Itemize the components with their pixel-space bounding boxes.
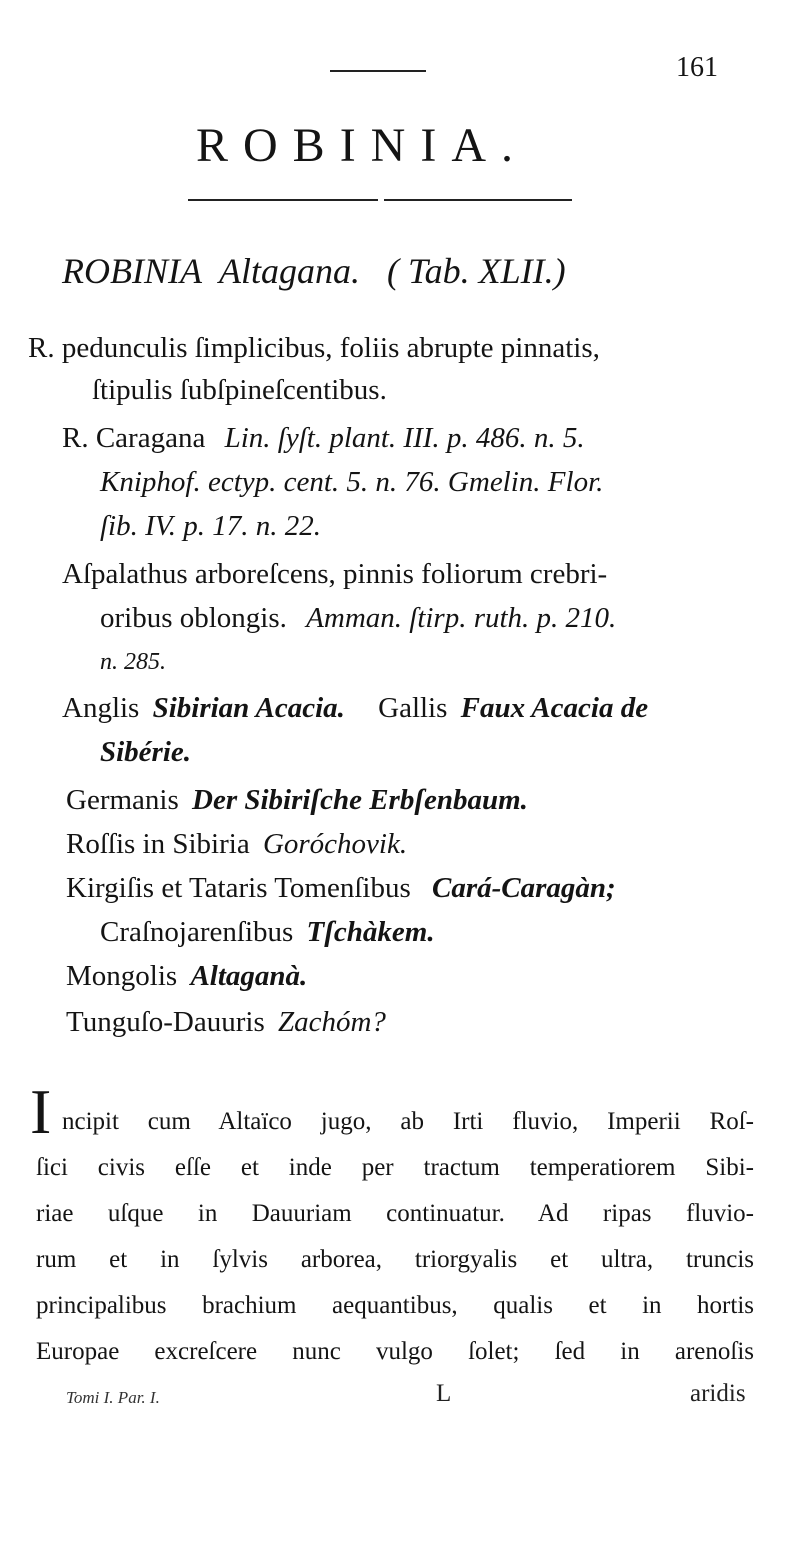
vernacular-tunguso [66, 1004, 386, 1040]
rossis-label: Roſſis in Sibiria [66, 828, 250, 860]
species-heading [62, 250, 566, 292]
anglis-name: Sibirian Acacia. [152, 692, 345, 724]
signature-mark: L [436, 1380, 452, 1407]
mongolis-label: Mongolis [66, 960, 178, 992]
kirgisis-name: Cará-Caragàn; [431, 872, 616, 904]
title-rule-left [188, 199, 378, 201]
vernacular-crasnojarensibus [100, 914, 435, 950]
tunguso-name: Zachóm? [277, 1006, 386, 1038]
synonym-1-line-2: Kniphof. ectyp. cent. 5. n. 76. Gmelin. Flor. [100, 466, 604, 498]
rossis-name: Goróchovik. [262, 828, 408, 860]
header-rule-short [330, 70, 426, 72]
diagnosis-line-1: R. pedunculis ſimplicibus, foliis abrupte pinnatis, [28, 332, 600, 364]
synonym-2-lead: oribus oblongis. [100, 602, 287, 634]
synonym-1-line-3: ſib. IV. p. 17. n. 22. [100, 510, 321, 542]
synonym-2-line-2 [100, 600, 616, 636]
drop-cap: I [30, 1076, 52, 1147]
page-number: 161 [676, 52, 718, 83]
vernacular-mongolis [66, 958, 307, 994]
vernacular-germanis [66, 782, 528, 818]
species-epithet: Altagana. [218, 251, 360, 291]
body-line-1: ncipit cum Altaïco jugo, ab Irti fluvio, Imperii Roſ- [62, 1108, 754, 1135]
anglis-label: Anglis [62, 692, 140, 724]
page-title: ROBINIA. [196, 119, 528, 172]
body-line-3: riae uſque in Dauuriam continuatur. Ad ripas fluvio- [36, 1200, 754, 1227]
gallis-label: Gallis [378, 692, 448, 724]
synonym-2-line-3: n. 285. [100, 649, 166, 675]
vernacular-kirgisis [66, 870, 616, 906]
germanis-label: Germanis [66, 784, 179, 816]
catchword: aridis [690, 1380, 746, 1407]
synonym-1-lead: R. Caragana [62, 422, 206, 454]
synonym-2-reference: Amman. ſtirp. ruth. p. 210. [306, 602, 617, 634]
gallis-name: Faux Acacia de [460, 692, 649, 724]
diagnosis-line-2: ſtipulis ſubſpineſcentibus. [92, 374, 387, 406]
synonym-1-reference: Lin. ſyſt. plant. III. p. 486. n. 5. [224, 422, 585, 454]
crasno-name: Tſchàkem. [306, 916, 435, 948]
gallis-name-continued: Sibérie. [100, 736, 192, 768]
tunguso-label: Tunguſo-Dauuris [66, 1006, 265, 1038]
germanis-name: Der Sibiriſche Erbſenbaum. [192, 784, 528, 816]
crasno-label: Craſnojarenſibus [100, 916, 294, 948]
synonym-2-line-1: Aſpalathus arboreſcens, pinnis foliorum crebri- [62, 558, 608, 590]
mongolis-name: Altaganà. [190, 960, 308, 992]
title-rule-right [384, 199, 572, 201]
body-line-4: rum et in ſylvis arborea, triorgyalis et ultra, truncis [36, 1246, 754, 1273]
signature-note: Tomi I. Par. I. [66, 1388, 160, 1407]
plate-reference: ( Tab. XLII.) [386, 251, 566, 291]
body-line-5: principalibus brachium aequantibus, qualis et in hortis [36, 1292, 754, 1319]
body-line-6: Europae excreſcere nunc vulgo ſolet; ſed in arenoſis [36, 1338, 754, 1365]
species-genus: ROBINIA [62, 251, 202, 291]
vernacular-rossis [66, 826, 407, 862]
synonym-1-line-1 [62, 420, 585, 456]
vernacular-anglis-gallis [62, 690, 648, 726]
body-line-2: ſici civis eſſe et inde per tractum temperatiorem Sibi- [36, 1154, 754, 1181]
kirgisis-label: Kirgiſis et Tataris Tomenſibus [66, 872, 411, 904]
